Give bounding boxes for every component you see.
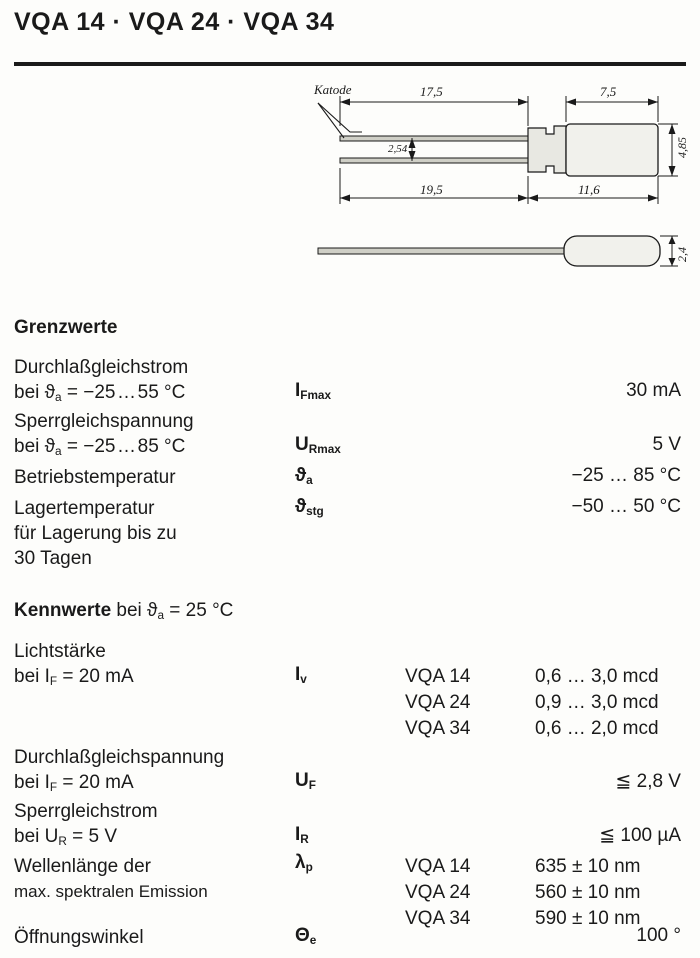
limit-row-3-desc-line1: Betriebstemperatur (14, 467, 176, 488)
char-row-4-value-3: 590 ± 10 nm (535, 908, 641, 929)
page-title: VQA 14 · VQA 24 · VQA 34 (14, 8, 335, 36)
char-row-2-desc-line2: bei IF = 20 mA (14, 772, 134, 794)
limit-row-1-symbol: $I_{Fmax}$ (295, 380, 332, 402)
char-row-3-symbol: $I_R$ (295, 824, 309, 846)
char-row-1-symbol: $I_v$ (295, 664, 307, 686)
char-row-5-value: 100 ° (636, 925, 681, 946)
char-row-1-type-1: VQA 14 (405, 666, 471, 687)
drawing-dim-17-5: 17,5 (420, 84, 443, 99)
drawing-dim-2-4: 2,4 (675, 247, 689, 262)
char-row-1-value-2: 0,9 … 3,0 mcd (535, 692, 659, 713)
char-row-3-desc-line2: bei UR = 5 V (14, 826, 118, 848)
char-row-4-value-list (535, 854, 641, 932)
char-row-1-desc-line1: Lichtstärke (14, 641, 106, 662)
char-row-3-desc-line1: Sperrgleichstrom (14, 801, 158, 822)
char-row-4-type-2: VQA 24 (405, 882, 471, 903)
limit-row-2-desc-line1: Sperrgleichspannung (14, 411, 194, 432)
char-row-4-value-2: 560 ± 10 nm (535, 882, 641, 903)
limit-row-2-value: 5 V (652, 434, 681, 455)
char-row-1-desc-line2: bei IF = 20 mA (14, 666, 134, 688)
char-row-4-type-list (405, 854, 471, 932)
component-drawing (300, 80, 690, 305)
char-row-4-symbol: $\lambda_p$ (295, 852, 313, 874)
limit-row-3-symbol: $ϑ_a$ (295, 465, 313, 487)
char-row-4-desc-line1: Wellenlänge der (14, 856, 151, 877)
char-row-1-type-2: VQA 24 (405, 692, 471, 713)
limit-row-1-value: 30 mA (626, 380, 681, 401)
drawing-dim-7-5: 7,5 (600, 84, 617, 99)
limit-row-4-symbol: $ϑ_{stg}$ (295, 496, 324, 518)
char-row-4-value-1: 635 ± 10 nm (535, 856, 641, 877)
limit-row-4-value: −50 … 50 °C (571, 496, 681, 517)
limit-row-3-value: −25 … 85 °C (571, 465, 681, 486)
drawing-dim-19-5: 19,5 (420, 182, 443, 197)
limit-row-2-desc-line2: bei ϑa = −25 … 85 °C (14, 436, 186, 458)
limit-row-1-desc-line2: bei ϑa = −25 … 55 °C (14, 382, 186, 404)
char-row-2-symbol: $U_F$ (295, 770, 316, 792)
char-row-3-value: ≦ 100 µA (599, 825, 681, 846)
char-row-1-value-3: 0,6 … 2,0 mcd (535, 718, 659, 739)
header-divider (14, 62, 686, 66)
drawing-dim-4-85: 4,85 (675, 137, 689, 158)
section-heading-limits: Grenzwerte (14, 317, 118, 338)
char-row-1-value-list (535, 664, 659, 742)
drawing-label-cathode: Katode (314, 82, 352, 97)
section-heading-characteristics-bold: Kennwerte (14, 600, 112, 621)
limit-row-4-desc-line1: Lagertemperatur (14, 498, 155, 519)
char-row-4-type-1: VQA 14 (405, 856, 471, 877)
char-row-1-type-3: VQA 34 (405, 718, 471, 739)
limit-row-4-desc-line2: für Lagerung bis zu (14, 523, 177, 544)
limit-row-4-desc-line3: 30 Tagen (14, 548, 92, 569)
char-row-4-desc-line2: max. spektralen Emission (14, 882, 208, 901)
char-row-5-desc-line1: Öffnungswinkel (14, 927, 144, 948)
char-row-4-type-3: VQA 34 (405, 908, 471, 929)
char-row-5-symbol: $\Theta_e$ (295, 925, 317, 947)
section-heading-characteristics (14, 600, 233, 622)
char-row-1-type-list (405, 664, 471, 742)
section-heading-characteristics-condition: bei ϑa = 25 °C (111, 600, 234, 622)
drawing-dim-2-54: 2,54 (388, 143, 408, 155)
drawing-dim-11-6: 11,6 (578, 182, 600, 197)
char-row-2-desc-line1: Durchlaßgleichspannung (14, 747, 225, 768)
char-row-1-value-1: 0,6 … 3,0 mcd (535, 666, 659, 687)
limit-row-1-desc-line1: Durchlaßgleichstrom (14, 357, 189, 378)
char-row-2-value: ≦ 2,8 V (615, 771, 681, 792)
limit-row-2-symbol: $U_{Rmax}$ (295, 434, 341, 456)
